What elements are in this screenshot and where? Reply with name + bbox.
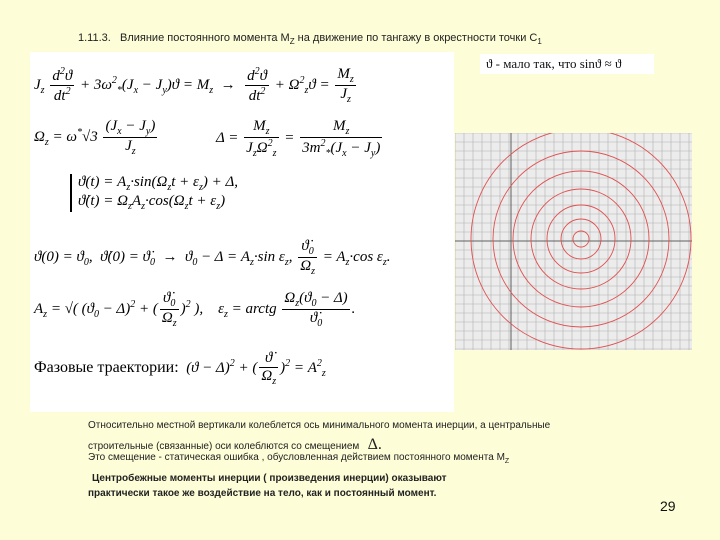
approximation-note: ϑ - мало так, что sinϑ ≈ ϑ bbox=[480, 54, 654, 74]
heading-number: 1.11.3. bbox=[78, 32, 111, 44]
phase-portrait-plot bbox=[455, 133, 692, 350]
paragraph-line-3: Это смещение - статическая ошибка , обусловленная действием постоянного момента $M_Z$ bbox=[88, 452, 510, 465]
bold-line-2: практически такое же воздействие на тело, как и постоянный момент. bbox=[88, 488, 437, 499]
equation-phase: Фазовые траектории: $(ϑ - \Delta)^2$ + ( $\frac{ϑ̇}{\Omega_z}$ )$^2 = A^2_z$ bbox=[34, 350, 326, 387]
delta-symbol: Δ. bbox=[367, 436, 382, 453]
heading-rest: на движение по тангажу в окрестности точки C bbox=[297, 32, 538, 44]
bold-line-1: Центробежные моменты инерции ( произведения инерции) оказывают bbox=[92, 473, 447, 484]
equation-omega: $\Omega_z = \omega^*√3$ $\frac{(J_x - J_y)}{J_z}$ bbox=[34, 118, 156, 157]
equation-delta: Δ = $\frac{M_z}{J_z\Omega^2_z}$ = $\frac{M_z}{3m^2_*(J_x - J_y)}$ bbox=[216, 118, 381, 159]
equation-motion: $J_z$ $\frac{d^2ϑ}{dt^2}$ + $3\omega^2_*(J_x - J_y)ϑ = M_z$ → $\frac{d^2ϑ}{dt^2}$ + $\Omega^2_zϑ$ = $\frac{M_z}{J_z}$ bbox=[34, 66, 354, 105]
formula-panel bbox=[30, 52, 454, 412]
equation-system: $ϑ(t) = A_z\cdot\sin(\Omega_zt + \varepsilon_z) + \Delta$, ϑ̇(t) = $\Omega_zA_z\cdot\cos(\Omega_zt + \varepsilon_z)$ bbox=[70, 174, 238, 212]
equation-initial: $ϑ(0) = ϑ_0$, ϑ̇(0) = $ϑ̇_0 \to ϑ_0 - \Delta = A_z\cdot\sin$ $\varepsilon_z$, $\frac{ϑ̇_0}{\Omega_z}$ = $A_z\cdot\cos$ $\varepsilon_z$. bbox=[34, 238, 391, 277]
heading-text: Влияние постоянного момента M bbox=[120, 32, 290, 44]
slide-heading: 1.11.3. Влияние постоянного момента $M_Z$ на движение по тангажу в окрестности точки $C_1$ bbox=[78, 32, 542, 47]
paragraph-line-2: строительные (связанные) оси колеблются со смещением Δ. bbox=[88, 436, 382, 453]
page-number: 29 bbox=[660, 498, 676, 514]
equation-amplitude: $A_z$ = √( $(ϑ_0 - \Delta)^2$ + ( $\frac{ϑ̇_0}{\Omega_z}$ )$^2$ ), $\varepsilon_z$ = arctg $\frac{\Omega_z(ϑ_0 - \Delta)}{ϑ̇_0}$ . bbox=[34, 290, 356, 329]
paragraph-line-1: Относительно местной вертикали колеблется ось минимального момента инерции, а центральные bbox=[88, 420, 551, 431]
